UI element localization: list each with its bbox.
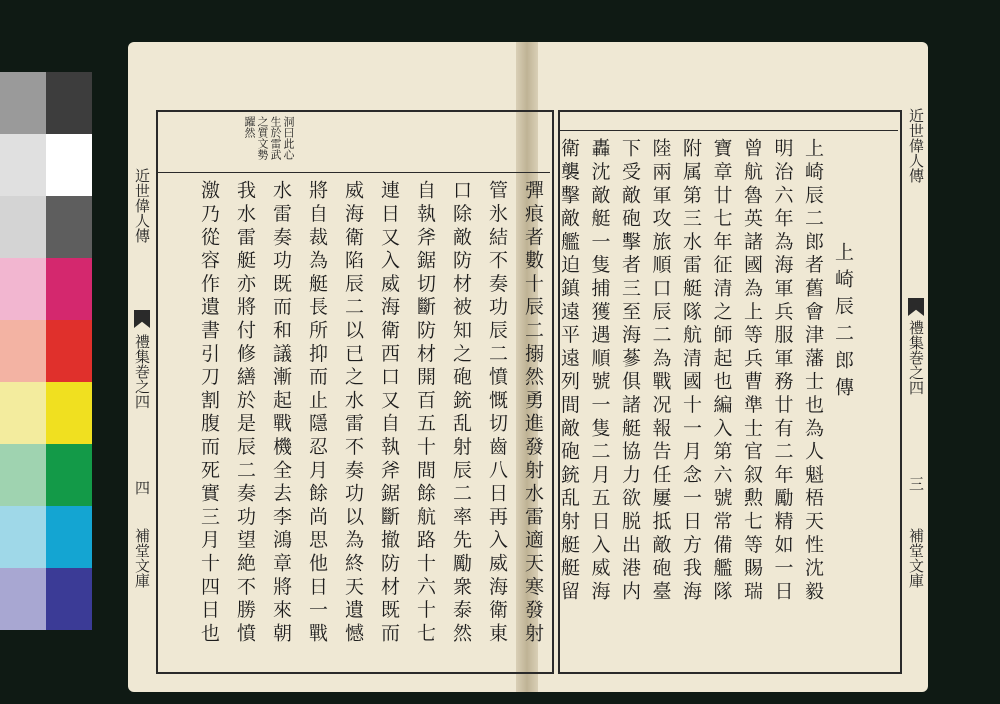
right-text-column: 附属第三水雷艇隊航清國十一月念一日方我海: [680, 138, 702, 604]
color-swatch: [46, 568, 92, 630]
right-text-column: 寶章廿七年征清之師起也編入第六號常備艦隊: [710, 138, 733, 604]
color-swatch: [0, 72, 46, 134]
right-text-column: 明治六年為海軍兵服軍務廿有二年勵精如一日: [771, 138, 794, 604]
color-swatch: [0, 568, 46, 630]
color-swatch: [46, 382, 92, 444]
left-text-column: 威海衛陷辰二以已之水雷不奏功以為終天遺憾: [342, 180, 364, 646]
left-text-column: 水雷奏功既而和議漸起戰機全去李鴻章將來朝: [270, 180, 292, 646]
color-swatch: [46, 320, 92, 382]
color-swatch: [46, 72, 92, 134]
color-swatch: [0, 134, 46, 196]
color-swatch: [46, 196, 92, 258]
right-text-column: 轟沈敵艇一隻捕獲遇順號一隻二月五日入威海: [588, 138, 611, 604]
left-text-column: 管氷結不奏功辰二憤慨切齒八日再入威海衛東: [486, 180, 508, 646]
annotation-line: 之質文勢: [256, 116, 269, 160]
left-text-column: 自執斧鋸切斷防材開百五十間餘航路十六十七: [414, 180, 436, 646]
left-text-column: 彈痕者數十辰二搦然勇進發射水雷適天寒發射: [522, 180, 544, 646]
color-swatch: [0, 444, 46, 506]
right-title: 上崎辰二郎傳: [832, 242, 854, 404]
right-text-column: 衛襲擊敵艦迫鎮遠平遠列間敵砲銃乱射艇艇留: [558, 138, 580, 604]
left-text-column: 激乃從容作遺書引刀割腹而死實三月十四日也: [198, 180, 220, 646]
annotation-line: 洞曰此心: [282, 116, 295, 160]
left-edge-title: 近世偉人傳: [133, 168, 151, 243]
right-edge-volume: 禮集巻之四: [907, 320, 925, 395]
left-text-column: 口除敵防材被知之砲銃乱射辰二率先勵衆泰然: [450, 180, 472, 646]
color-swatch: [0, 320, 46, 382]
right-edge-publisher: 補堂文庫: [907, 528, 925, 588]
color-swatch: [0, 196, 46, 258]
right-text-column: 下受敵砲擊者三至海蔘俱諸艇協力欲脱出港内: [619, 138, 641, 604]
color-swatch: [46, 258, 92, 320]
annotation-line: 躍然: [243, 116, 256, 138]
right-text-column: 陸兩軍攻旅順口辰二為戰况報告任屢抵敵砲臺: [649, 138, 672, 604]
right-text-column: 上崎辰二郎者舊會津藩士也為人魁梧天性沈毅: [802, 138, 824, 604]
annotation-line: 生於雷武: [269, 116, 282, 160]
left-text-column: 連日又入威海衛西口又自執斧鋸斷撤防材既而: [378, 180, 400, 646]
left-edge-volume: 禮集巻之四: [133, 334, 151, 409]
left-text-column: 將自裁為艇長所抑而止隱忍月餘尚思他日一戰: [306, 180, 328, 646]
right-text-column: 曾航魯英諸國為上等兵曹準士官叙勲七等賜瑞: [741, 138, 763, 604]
right-page-number: 三: [907, 476, 925, 491]
color-swatch: [46, 134, 92, 196]
left-margin-box: [156, 110, 550, 173]
color-swatch: [46, 444, 92, 506]
color-swatch: [0, 506, 46, 568]
right-edge-title: 近世偉人傳: [907, 108, 925, 183]
color-swatch: [0, 382, 46, 444]
left-text-column: 我水雷艇亦將付修繕於是辰二奏功望絶不勝憤: [234, 180, 256, 646]
left-page-number: 四: [133, 480, 151, 495]
color-calibration-bar: [0, 72, 92, 632]
book-spread: [88, 28, 948, 704]
right-margin-box: [558, 110, 898, 131]
color-swatch: [0, 258, 46, 320]
color-swatch: [46, 506, 92, 568]
left-edge-publisher: 補堂文庫: [133, 528, 151, 588]
